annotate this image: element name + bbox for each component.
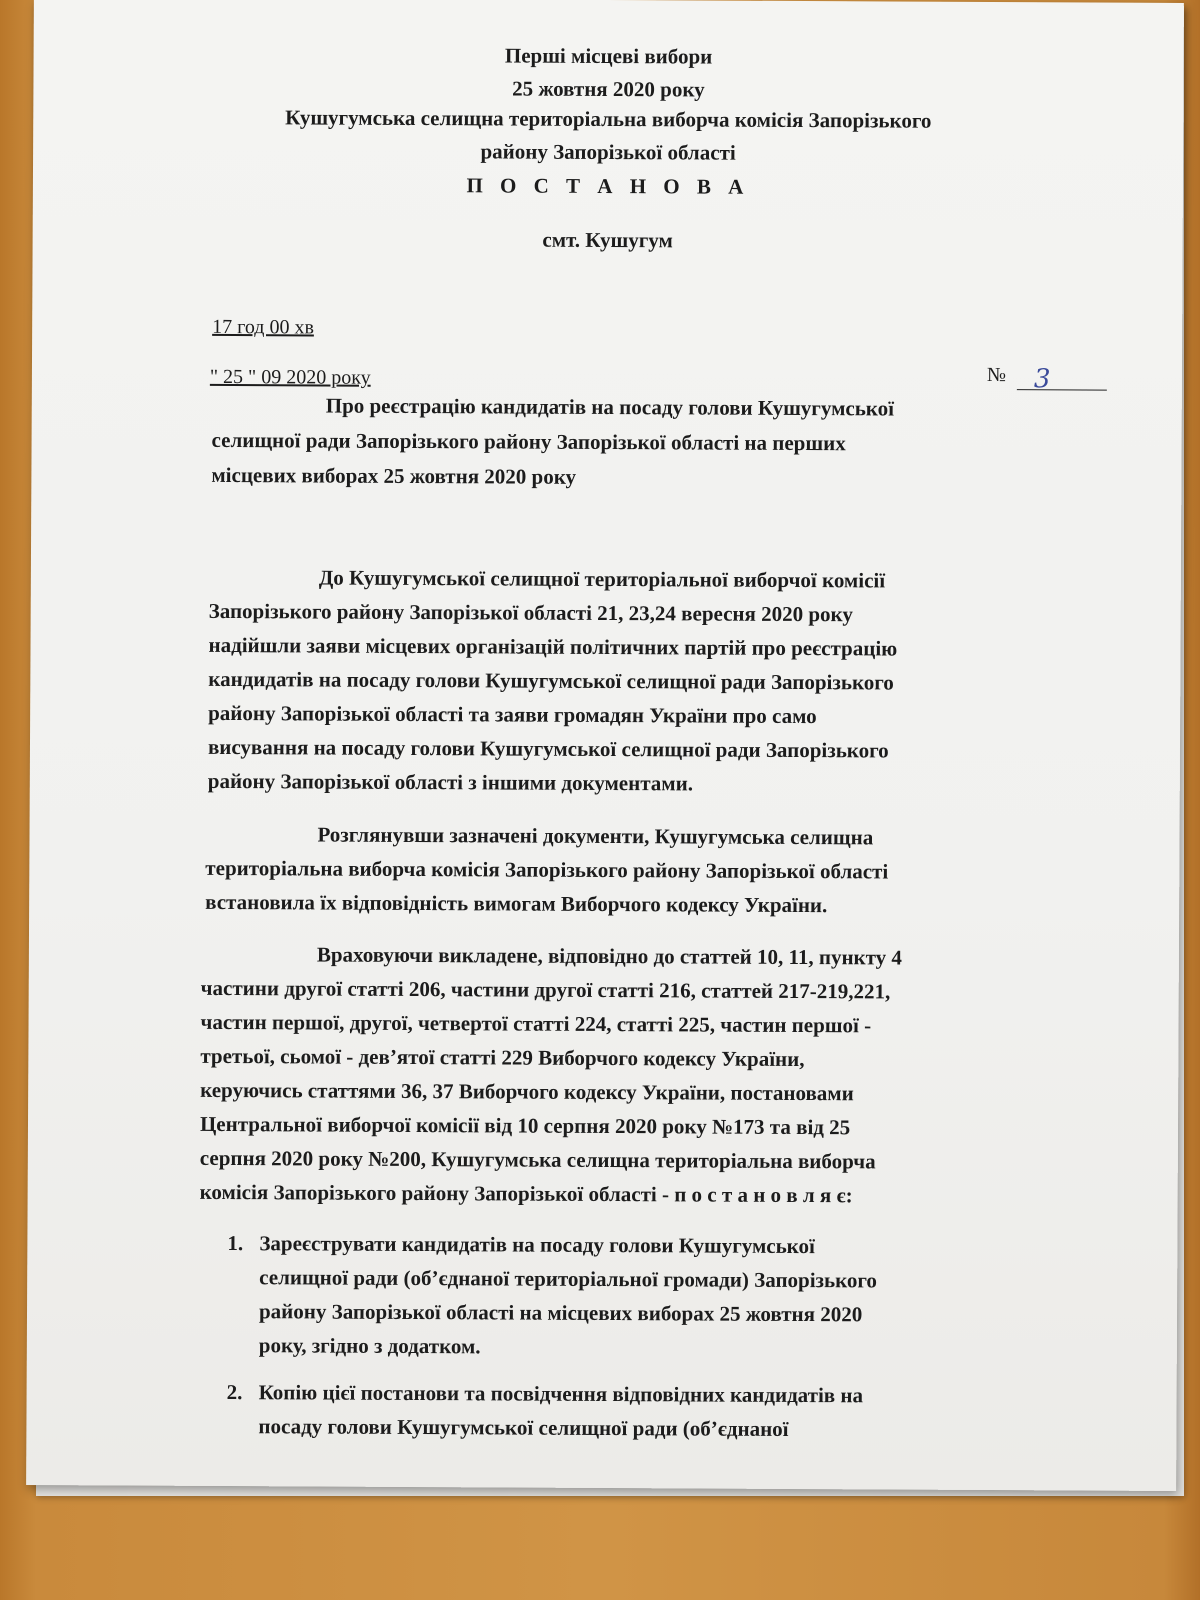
paragraph-line: району Запорізької області з іншими документами.	[207, 768, 694, 796]
paragraph-line: До Кушугумської селищної територіальної виборчої комісії	[318, 565, 886, 593]
subject-line: селищної ради Запорізького району Запорізької області на перших	[211, 427, 846, 456]
paragraph-line: Розглянувши зазначені документи, Кушугумська селищна	[317, 822, 874, 850]
list-item-number: 2.	[226, 1380, 243, 1405]
paragraph-line: Враховуючи викладене, відповідно до статтей 10, 11, пункту 4	[316, 942, 903, 970]
list-item-line: Копію цієї постанови та посвідчення відповідних кандидатів на	[258, 1380, 864, 1408]
paragraph-line: серпня 2020 року №200, Кушугумська селищна територіальна виборча	[199, 1145, 876, 1174]
paragraph-line: комісія Запорізького району Запорізької області - п о с т а н о в л я є:	[199, 1179, 853, 1208]
paragraph-line: територіальна виборча комісія Запорізького району Запорізької області	[205, 855, 889, 884]
paragraph-line: частин першої, другої, четвертої статті 224, статті 225, частин першої -	[200, 1009, 872, 1038]
document-time: 17 год 00 хв	[212, 315, 314, 339]
document-title: П О С Т А Н О В А	[466, 173, 750, 199]
list-item-line: року, згідно з додатком.	[258, 1333, 481, 1359]
paragraph-line: встановила їх відповідність вимогам Виборчого кодексу України.	[205, 889, 828, 918]
list-item-line: Зареєструвати кандидатів на посаду голови Кушугумської	[259, 1231, 815, 1259]
list-item-number: 1.	[227, 1231, 244, 1256]
paragraph-line: керуючись статтями 36, 37 Виборчого кодексу України, постановами	[200, 1077, 854, 1106]
paragraph-line: надійшли заяви місцевих організацій політичних партій про реєстрацію	[208, 632, 898, 661]
paragraph-line: Запорізького району Запорізької області 21, 23,24 вересня 2020 року	[208, 598, 853, 627]
paragraph-line: району Запорізької області та заяви громадян України про само	[208, 700, 817, 729]
document-page	[26, 0, 1184, 1491]
document-date: " 25 " 09 2020 року	[209, 365, 371, 389]
paragraph-line: висування на посаду голови Кушугумської селищної ради Запорізького	[207, 734, 889, 763]
list-item-line: посаду голови Кушугумської селищної ради (об’єднаної	[258, 1414, 789, 1441]
paragraph-line: третьої, сьомої - дев’ятої статті 229 Виборчого кодексу України,	[200, 1043, 805, 1072]
paragraph-line: Центральної виборчої комісії від 10 серпня 2020 року №173 та від 25	[199, 1111, 851, 1140]
document-number-handwritten: 3	[1033, 364, 1051, 395]
list-item-line: району Запорізької області на місцевих виборах 25 жовтня 2020	[258, 1299, 863, 1327]
paragraph-line: частини другої статті 206, частини другої статті 216, статтей 217-219,221,	[200, 975, 891, 1004]
list-item-line: селищної ради (об’єднаної територіальної громади) Запорізького	[259, 1265, 878, 1293]
commission-name: Кушугумська селищна територіальна виборча комісія Запорізького	[285, 105, 932, 133]
subject-line: місцевих виборах 25 жовтня 2020 року	[211, 462, 577, 489]
document-number-label: №	[986, 363, 1007, 387]
subject-line: Про реєстрацію кандидатів на посаду голови Кушугумської	[325, 393, 895, 421]
commission-region: району Запорізької області	[480, 139, 736, 165]
document-place: смт. Кушугум	[542, 227, 673, 253]
election-title: Перші місцеві вибори	[504, 43, 713, 69]
paragraph-line: кандидатів на посаду голови Кушугумської селищної ради Запорізького	[208, 666, 894, 695]
document-number-line	[1017, 367, 1107, 390]
election-date: 25 жовтня 2020 року	[512, 76, 705, 102]
